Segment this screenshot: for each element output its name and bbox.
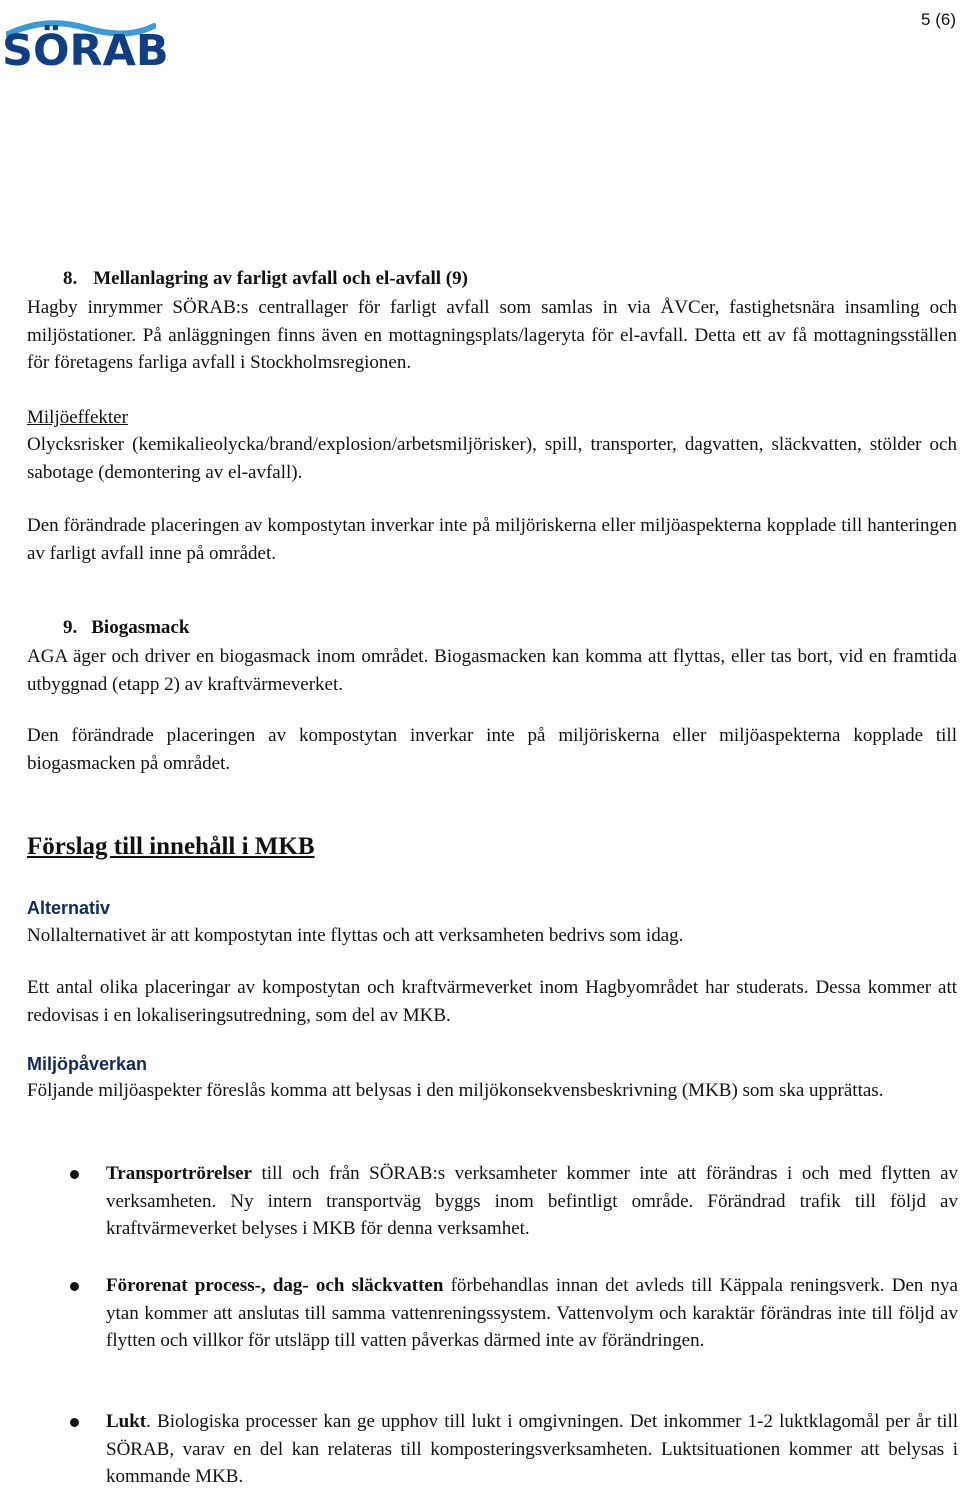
section-8-effects-label: Miljöeffekter (27, 407, 128, 428)
section-8-title: Mellanlagring av farligt avfall och el-avfall (9) (93, 268, 468, 289)
logo-text: SÖRAB (2, 26, 169, 76)
bullet-icon (70, 1282, 79, 1291)
section-9-title: Biogasmack (91, 617, 190, 638)
section-8-effects-text: Olycksrisker (kemikalieolycka/brand/explosion/arbetsmiljörisker), spill, transporter, dagvatten, släckvatten, stölder och sabotage (demontering av el-avfall). (27, 434, 957, 483)
bullet-icon (70, 1170, 79, 1179)
section-8-heading (63, 268, 468, 290)
section-8-body: Hagby inrymmer SÖRAB:s centrallager för farligt avfall som samlas in via ÅVCer, fastighetsnära insamling och miljöstationer. På anläggningen finns även en mottagningsplats/lageryta för el-avfall. Detta ett av få mottagningsställen för företagens farliga avfall i Stockholmsregionen. (27, 297, 957, 373)
list-item-text: förbehandlas innan det avleds till Käppala reningsverk. Den nya ytan kommer att anslutas till samma vattenreningssystem. Vattenvolym och karaktär förändras inte till följd av flytten och villkor för utsläpp till vatten påverkas därmed inte av förändringen. (106, 1275, 958, 1351)
list-item-bold: Förorenat process-, dag- och släckvatten (106, 1275, 444, 1296)
alternativ-heading: Alternativ (27, 898, 111, 918)
list-item (106, 1160, 958, 1243)
sorab-logo (2, 18, 169, 78)
alternativ-text-2: Ett antal olika placeringar av kompostytan och kraftvärmeverket inom Hagbyområdet har studerats. Dessa kommer att redovisas i en lokaliseringsutredning, som del av MKB. (27, 977, 957, 1026)
section-9-body: AGA äger och driver en biogasmack inom området. Biogasmacken kan komma att flyttas, eller tas bort, vid en framtida utbyggnad (etapp 2) av kraftvärmeverket. (27, 646, 957, 695)
list-item-text: till och från SÖRAB:s verksamheter kommer inte att förändras i och med flytten av verksamheten. Ny intern transportväg byggs inom befintligt område. Förändrad trafik till följd av kraftvärmeverket belyses i MKB för denna verksamhet. (106, 1163, 958, 1239)
list-item (106, 1408, 958, 1491)
page-number: 5 (6) (921, 10, 956, 29)
section-9-change-text: Den förändrade placeringen av kompostytan inverkar inte på miljöriskerna eller miljöaspekterna kopplade till biogasmacken på området. (27, 725, 957, 774)
miljopaverkan-text: Följande miljöaspekter föreslås komma att belysas i den miljökonsekvensbeskrivning (MKB) som ska upprättas. (27, 1080, 884, 1101)
miljopaverkan-heading: Miljöpåverkan (27, 1054, 148, 1074)
list-item-bold: Transportrörelser (106, 1163, 252, 1184)
list-item-text: . Biologiska processer kan ge upphov till lukt i omgivningen. Det inkommer 1-2 luktklagomål per år till SÖRAB, varav en del kan relateras till komposteringsverksamheten. Luktsituationen kommer att belysas i kommande MKB. (106, 1411, 958, 1487)
list-item-bold: Lukt (106, 1411, 147, 1432)
section-8-change-text: Den förändrade placeringen av kompostytan inverkar inte på miljöriskerna eller miljöaspekterna kopplade till hanteringen av farligt avfall inne på området. (27, 515, 957, 564)
list-item (106, 1272, 958, 1355)
mkb-heading: Förslag till innehåll i MKB (27, 833, 315, 860)
bullet-icon (70, 1418, 79, 1427)
alternativ-text-1: Nollalternativet är att kompostytan inte flyttas och att verksamheten bedrivs som idag. (27, 925, 684, 946)
section-8-number: 8. (63, 268, 78, 289)
section-9-number: 9. (63, 617, 78, 638)
section-9-heading (63, 617, 189, 639)
